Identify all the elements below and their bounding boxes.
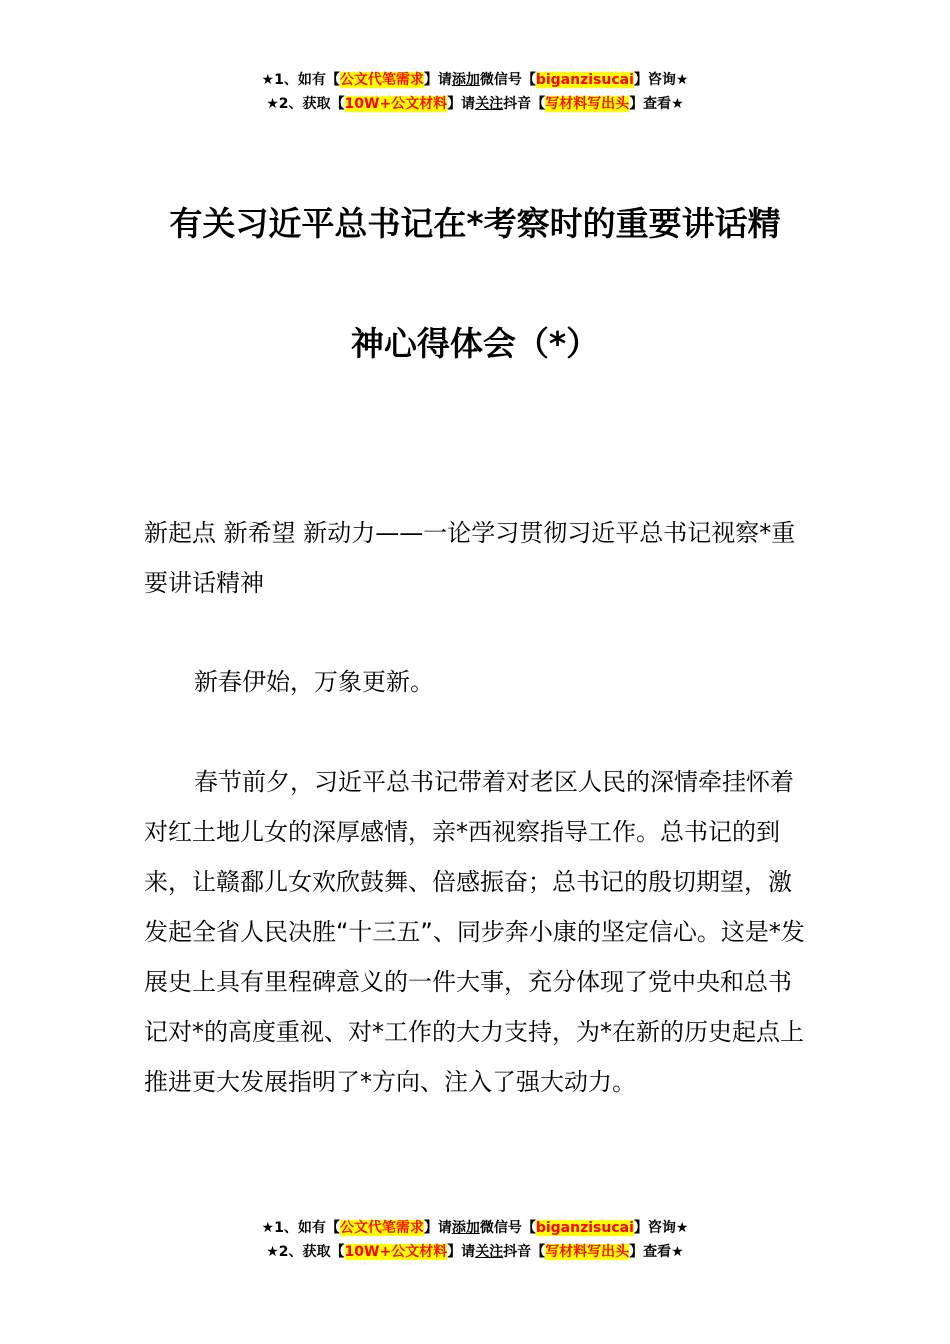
banner-line-1 — [0, 68, 950, 92]
banner-highlight: biganzisucai — [535, 72, 634, 88]
banner-text: 微信号【 — [479, 72, 536, 88]
document-title-line-1: 有关习近平总书记在*考察时的重要讲话精 — [169, 204, 781, 243]
banner-highlight: biganzisucai — [535, 1220, 634, 1236]
banner-text: 】请 — [423, 72, 452, 88]
banner-text: ★2、获取【 — [266, 96, 345, 112]
banner-text: 微信号【 — [479, 1220, 536, 1236]
banner-line-2 — [0, 92, 950, 116]
banner-text: 】请 — [423, 1220, 452, 1236]
banner-line-2 — [0, 1240, 950, 1264]
banner-text: ★1、如有【 — [261, 1220, 340, 1236]
banner-text: 】咨询★ — [633, 72, 689, 88]
banner-text: ★2、获取【 — [266, 1244, 345, 1260]
paragraph-2: 春节前夕，习近平总书记带着对老区人民的深情牵挂怀着对红土地儿女的深厚感情，亲*西视察指导工作。总书记的到来，让赣鄱儿女欢欣鼓舞、倍感振奋；总书记的殷切期望，激发起全省人民决胜“十三五”、同步奔小康的坚定信心。这是*发展史上具有里程碑意义的一件大事，充分体现了党中央和总书记对*的高度重视、对*工作的大力支持，为*在新的历史起点上推进更大发展指明了*方向、注入了强大动力。 — [144, 768, 805, 1096]
footer-banner — [0, 1216, 950, 1264]
banner-text: ★1、如有【 — [261, 72, 340, 88]
banner-emphasis: 添加 — [451, 1220, 480, 1236]
banner-text: 】查看★ — [629, 1244, 684, 1260]
banner-text: 】查看★ — [629, 96, 684, 112]
banner-highlight: 写材料写出头 — [545, 96, 630, 112]
banner-line-1 — [0, 1216, 950, 1240]
banner-highlight: 写材料写出头 — [545, 1244, 630, 1260]
banner-text: 】请 — [447, 1244, 476, 1260]
banner-highlight: 10W+公文材料 — [344, 1244, 448, 1260]
banner-emphasis: 添加 — [451, 72, 480, 88]
banner-highlight: 10W+公文材料 — [344, 96, 448, 112]
banner-text: 】咨询★ — [633, 1220, 689, 1236]
subheading: 新起点 新希望 新动力——一论学习贯彻习近平总书记视察*重要讲话精神 — [144, 519, 796, 597]
banner-emphasis: 关注 — [475, 96, 504, 112]
header-banner — [0, 68, 950, 116]
paragraph-1: 新春伊始，万象更新。 — [194, 668, 434, 696]
banner-highlight: 公文代笔需求 — [339, 1220, 424, 1236]
banner-text: 】请 — [447, 96, 476, 112]
banner-text: 抖音【 — [503, 96, 546, 112]
banner-highlight: 公文代笔需求 — [339, 72, 424, 88]
banner-text: 抖音【 — [503, 1244, 546, 1260]
banner-emphasis: 关注 — [475, 1244, 504, 1260]
document-title-line-2: 神心得体会（*） — [350, 324, 600, 363]
